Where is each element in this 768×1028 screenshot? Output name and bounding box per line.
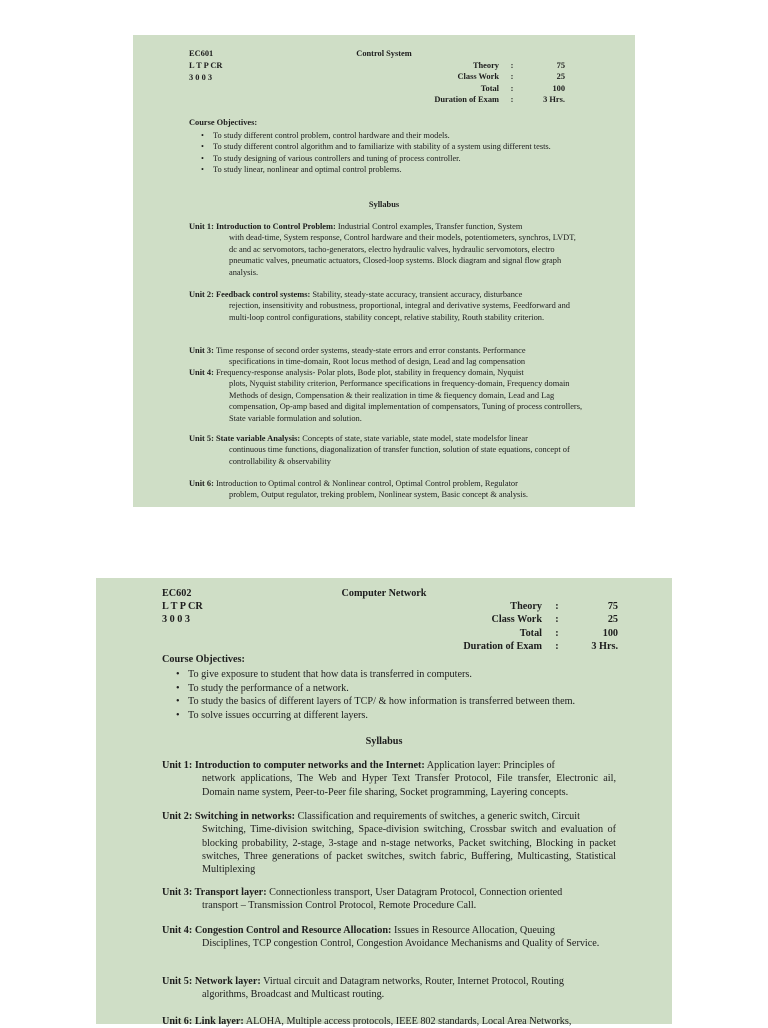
syllabus-heading: Syllabus xyxy=(365,736,403,747)
list-item: • To study the basics of different layers of TCP/ & how information is transferred between them. xyxy=(176,695,636,709)
marks-table xyxy=(412,601,618,655)
unit-3: Unit 3: Transport layer: Connectionless transport, User Datagram Protocol, Connection oriented transport – Transmission Control Protocol, Remote Procedure Call. xyxy=(162,887,563,912)
marks-table xyxy=(383,61,565,107)
ltp-values: 3 0 0 3 xyxy=(162,614,191,625)
marks-row: Class Work : 25 xyxy=(457,72,565,82)
objectives-list xyxy=(176,668,636,722)
list-item: • To study different control problem, control hardware and their models. xyxy=(201,130,591,141)
marks-row: Duration of Exam : 3 Hrs. xyxy=(434,95,565,105)
unit-6: Unit 6: Introduction to Optimal control & Nonlinear control, Optimal Control problem, Regulator problem, Output regulator, treking problem, Nonlinear system, Basic concept & analysis. xyxy=(189,479,529,500)
syllabus-heading: Syllabus xyxy=(368,200,400,209)
unit-4: Unit 4: Congestion Control and Resource Allocation: Issues in Resource Allocation, Queuing Disciplines, TCP congestion Control, Congestion Avoidance Mechanisms and Quality of Service. xyxy=(162,925,600,950)
course-title: Control System xyxy=(356,49,412,58)
marks-row: Class Work : 25 xyxy=(491,614,618,626)
unit-1: Unit 1: Introduction to Control Problem: Industrial Control examples, Transfer function, System with dead-time, System response, Control hardware and their models, potentiometers, synchros, LVDT, dc and ac servomotors, tacho-generators, electro hydraulic valves, hydraulic servomotors, electro pneumatic valves, pneumatic actuators, Closed-loop systems. Block diagram and signal flow graph analysis. xyxy=(189,222,576,277)
list-item: • To give exposure to student that how data is transferred in computers. xyxy=(176,668,636,682)
objectives-list xyxy=(201,130,591,176)
unit-3: Unit 3: Time response of second order systems, steady-state errors and error constants. Performance specifications in time-domain, Root locus method of design, Lead and lag compensation xyxy=(189,346,526,367)
unit-2: Unit 2: Feedback control systems: Stability, steady-state accuracy, transient accuracy, disturbance rejection, insensitivity and robustness, proportional, integral and derivative systems, Feedforward and multi-loop control configurations, stability concept, relative stability, Routh stability criterion. xyxy=(189,290,570,322)
ltp-values: 3 0 0 3 xyxy=(189,73,213,82)
list-item: • To study designing of various controllers and tuning of process controller. xyxy=(201,153,591,164)
marks-row: Total : 100 xyxy=(519,627,618,639)
objectives-heading: Course Objectives: xyxy=(162,654,245,665)
ltp-header: L T P CR xyxy=(162,601,203,612)
course-code: EC601 xyxy=(189,49,214,58)
marks-row: Theory : 75 xyxy=(472,61,565,70)
syllabus-page-computer-network xyxy=(96,578,672,1027)
list-item: • To study the performance of a network. xyxy=(176,682,636,696)
syllabus-page-control-system xyxy=(133,35,635,507)
unit-1: Unit 1: Introduction to computer networks and the Internet: Application layer: Principles of network applications, The Web and Hyper Text Transfer Protocol, File transfer, Electronic ail, Domain name system, Peer-to-Peer file sharing, Socket programming, Layering concepts. xyxy=(162,760,616,798)
ltp-header: L T P CR xyxy=(189,61,223,70)
list-item: • To study different control algorithm and to familiarize with stability of a system using different tests. xyxy=(201,141,591,152)
unit-5: Unit 5: State variable Analysis: Concepts of state, state variable, state model, state modelsfor linear continuous time functions, diagonalization of transfer function, solution of state equations, concept of controllability & observability xyxy=(189,434,570,466)
marks-row: Total : 100 xyxy=(480,83,565,93)
unit-4: Unit 4: Frequency-response analysis- Polar plots, Bode plot, stability in frequency domain, Nyquist plots, Nyquist stability criterion, Performance specifications in frequency-domain, Frequency domain Methods of design, Compensation & their realization in time & fiequency domain, Lead and Lag compensation, Op-amp based and digital implementation of compensators, Tuning of process controllers, State variable formulation and solution. xyxy=(189,368,583,423)
marks-row: Theory : 75 xyxy=(510,601,618,612)
unit-5: Unit 5: Network layer: Virtual circuit and Datagram networks, Router, Internet Protocol, Routing algorithms, Broadcast and Multicast routing. xyxy=(162,976,564,1001)
unit-2: Unit 2: Switching in networks: Classification and requirements of switches, a generic switch, Circuit Switching, Time-division switching, Space-division switching, Crossbar switch and evaluation of blocking probability, 2-stage, 3-stage and n-stage networks, Packet switching, Blocking in packet switches, Three generations of packet switches, switch fabric, Buffering, Multicasting, Statistical Multiplexing xyxy=(162,811,616,876)
objectives-heading: Course Objectives: xyxy=(189,118,258,127)
unit-6: Unit 6: Link layer: ALOHA, Multiple access protocols, IEEE 802 standards, Local Area Networks, xyxy=(162,1016,572,1027)
list-item: • To study linear, nonlinear and optimal control problems. xyxy=(201,164,591,175)
course-title: Computer Network xyxy=(341,588,427,599)
list-item: • To solve issues occurring at different layers. xyxy=(176,709,636,723)
marks-row: Duration of Exam : 3 Hrs. xyxy=(463,641,618,653)
course-code: EC602 xyxy=(162,588,192,599)
